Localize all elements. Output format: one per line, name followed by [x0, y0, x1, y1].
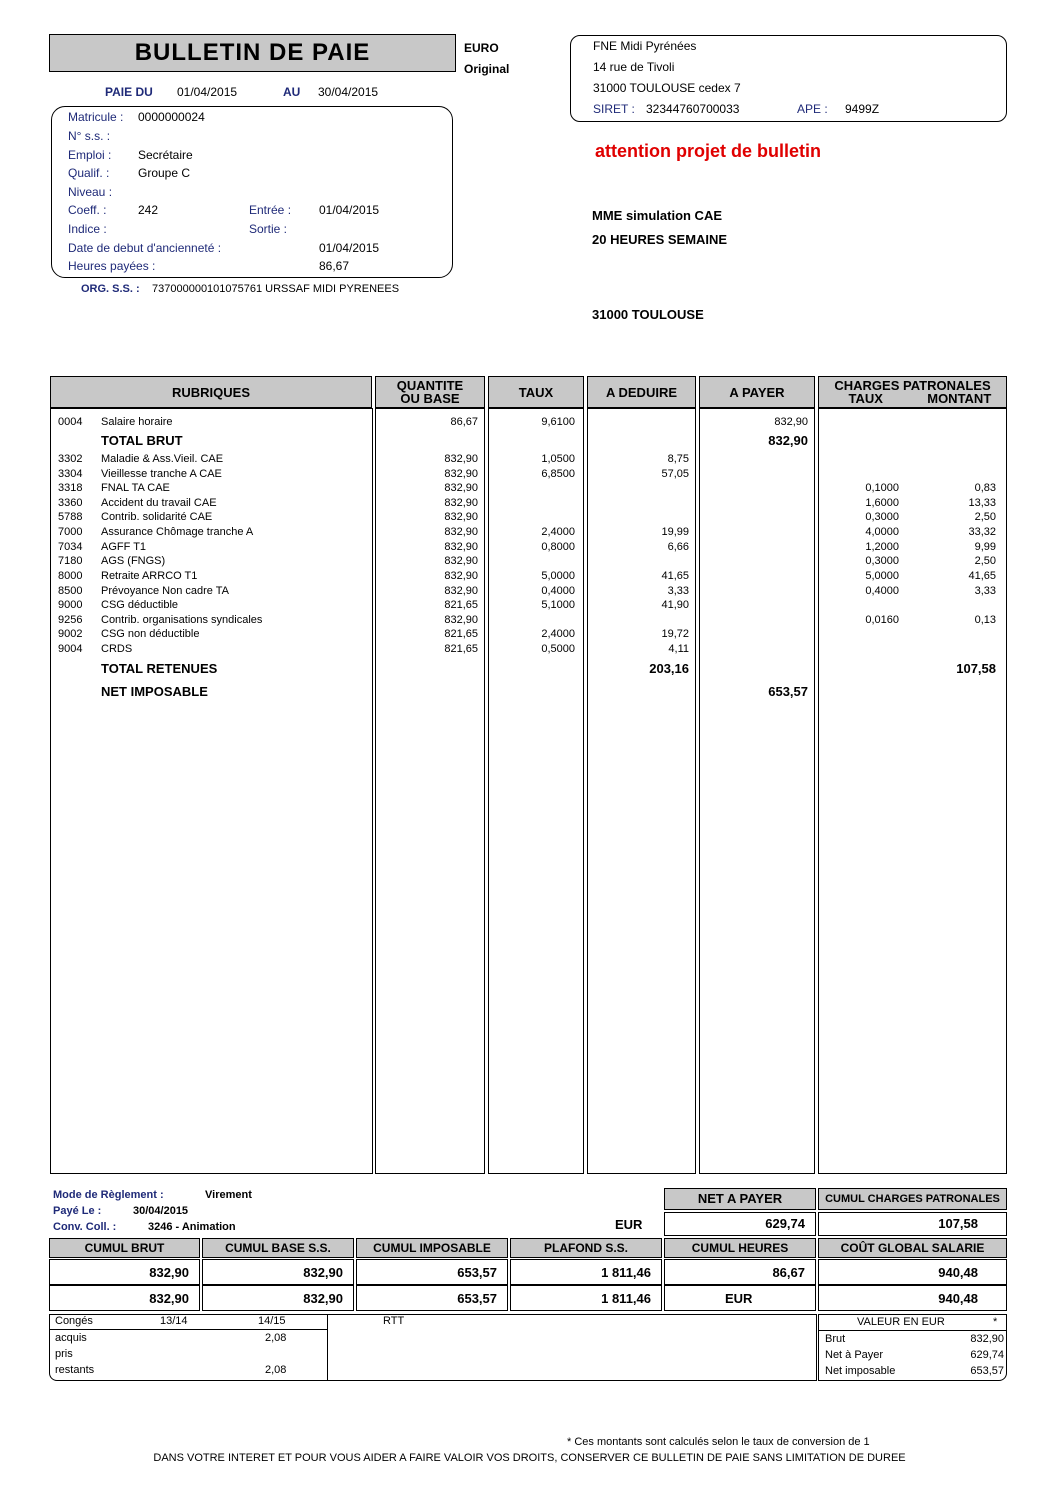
row-label: FNAL TA CAE	[101, 482, 170, 494]
copy-label: Original	[464, 62, 510, 76]
row-taux: 0,4000	[541, 585, 575, 597]
row-label: TOTAL BRUT	[101, 433, 183, 448]
row-deduire: 6,66	[667, 541, 689, 553]
employee-city: 31000 TOULOUSE	[592, 307, 704, 322]
row-code: 3360	[58, 497, 83, 509]
header-quantite-line1: QUANTITE	[396, 378, 464, 393]
row-code: 7034	[58, 541, 83, 553]
row-payer	[700, 569, 808, 584]
row-charges-taux: 0,3000	[865, 511, 899, 523]
row-code: 3304	[58, 468, 83, 480]
row-deduire: 4,11	[668, 643, 689, 655]
anciennete-value: 01/04/2015	[319, 241, 380, 255]
draft-warning: attention projet de bulletin	[595, 141, 821, 161]
conges-year2: 14/15	[258, 1315, 286, 1327]
row-payer: 832,90	[768, 433, 808, 448]
row-label: Vieillesse tranche A CAE	[101, 468, 222, 480]
coeff-label: Coeff. :	[68, 203, 107, 217]
row-charges-taux: 4,0000	[865, 526, 899, 538]
cumul-imposable-value-1: 653,57	[356, 1259, 508, 1285]
row-base	[376, 684, 478, 699]
cumul-heures-header: CUMUL HEURES	[664, 1238, 816, 1258]
row-code: 7180	[58, 555, 83, 567]
header-deduire: A DEDUIRE	[587, 376, 696, 408]
row-label: Prévoyance Non cadre TA	[101, 585, 229, 597]
row-label: CRDS	[101, 643, 133, 655]
rtt-label: RTT	[383, 1315, 405, 1327]
row-charges-montant	[900, 684, 996, 699]
period-end: 30/04/2015	[318, 85, 379, 99]
row-taux: 5,0000	[541, 570, 575, 582]
cout-global-value-1: 940,48	[818, 1259, 1007, 1285]
valeur-net-label: Net à Payer	[825, 1349, 884, 1361]
mode-value: Virement	[205, 1189, 252, 1201]
row-payer	[700, 481, 808, 496]
row-charges-taux	[819, 415, 899, 430]
net-a-payer-label: NET A PAYER	[664, 1188, 816, 1210]
row-payer: 653,57	[768, 684, 808, 699]
row-charges-montant: 107,58	[956, 661, 996, 676]
valeur-box	[818, 1314, 1007, 1381]
row-taux: 1,0500	[541, 453, 575, 465]
header-charges-line2	[819, 392, 1006, 405]
row-deduire: 41,90	[661, 599, 689, 611]
row-charges-taux	[819, 627, 899, 642]
row-base: 832,90	[444, 453, 478, 465]
row-deduire: 203,16	[649, 661, 689, 676]
period-start: 01/04/2015	[177, 85, 238, 99]
row-charges-taux	[819, 452, 899, 467]
qualif-label: Qualif. :	[68, 166, 110, 180]
cumul-heures-value-1: 86,67	[664, 1259, 816, 1285]
employer-box	[570, 35, 1007, 122]
row-charges-montant: 0,13	[974, 614, 996, 626]
row-charges-montant: 41,65	[968, 570, 996, 582]
ape-value: 9499Z	[845, 102, 880, 116]
employee-line2: 20 HEURES SEMAINE	[592, 232, 728, 247]
eur-label: EUR	[615, 1217, 643, 1232]
row-deduire	[588, 613, 689, 628]
ape-label: APE :	[797, 102, 828, 116]
row-taux: 2,4000	[541, 526, 575, 538]
coeff-value: 242	[138, 203, 159, 217]
row-deduire: 3,33	[667, 585, 689, 597]
row-base: 832,90	[444, 511, 478, 523]
cumul-base-ss-value-2: 832,90	[202, 1285, 354, 1311]
employer-city: 31000 TOULOUSE cedex 7	[593, 81, 741, 95]
conservation-notice: DANS VOTRE INTERET ET POUR VOUS AIDER A FAIRE VALOIR VOS DROITS, CONSERVER CE BULLETIN DE PAIE SANS LIMITATION DE DUREE	[153, 1452, 906, 1464]
row-payer	[700, 452, 808, 467]
employer-street: 14 rue de Tivoli	[593, 60, 675, 74]
row-code: 0004	[58, 416, 83, 428]
cumul-brut-header: CUMUL BRUT	[49, 1238, 200, 1258]
row-payer	[700, 467, 808, 482]
conges-restants-label: restants	[55, 1364, 95, 1376]
row-code: 8000	[58, 570, 83, 582]
row-payer	[700, 661, 808, 676]
row-taux: 2,4000	[541, 628, 575, 640]
matricule-label: Matricule :	[68, 110, 124, 124]
cumul-brut-value-2: 832,90	[49, 1285, 200, 1311]
net-a-payer-value: 629,74	[664, 1212, 816, 1236]
conv-label: Conv. Coll. :	[53, 1221, 117, 1233]
row-deduire	[588, 510, 689, 525]
payslip-title: BULLETIN DE PAIE	[49, 34, 456, 72]
row-base: 821,65	[444, 599, 478, 611]
valeur-label: VALEUR EN EUR	[857, 1316, 945, 1328]
heures-value: 86,67	[319, 259, 350, 273]
currency-label: EURO	[464, 41, 499, 55]
row-base: 821,65	[444, 628, 478, 640]
row-label: AGFF T1	[101, 541, 147, 553]
header-charges	[818, 376, 1007, 408]
entree-label: Entrée :	[249, 203, 292, 217]
row-charges-taux	[819, 433, 899, 448]
row-deduire	[588, 481, 689, 496]
row-base: 832,90	[444, 482, 478, 494]
row-payer	[700, 525, 808, 540]
niveau-label: Niveau :	[68, 185, 113, 199]
row-base: 821,65	[444, 643, 478, 655]
row-base: 832,90	[444, 555, 478, 567]
row-taux	[489, 613, 575, 628]
row-label: Assurance Chômage tranche A	[101, 526, 254, 538]
row-base: 832,90	[444, 614, 478, 626]
row-payer	[700, 598, 808, 613]
plafond-ss-header: PLAFOND S.S.	[510, 1238, 662, 1258]
row-label: TOTAL RETENUES	[101, 661, 218, 676]
valeur-star: *	[993, 1316, 998, 1328]
row-deduire	[588, 496, 689, 511]
qualif-value: Groupe C	[138, 166, 191, 180]
row-deduire	[588, 433, 689, 448]
row-charges-taux	[819, 661, 899, 676]
row-taux	[489, 684, 575, 699]
row-charges-taux: 1,6000	[865, 497, 899, 509]
row-charges-taux: 0,4000	[865, 585, 899, 597]
row-payer: 832,90	[774, 416, 808, 428]
row-charges-taux	[819, 598, 899, 613]
row-charges-montant	[900, 415, 996, 430]
row-code: 5788	[58, 511, 83, 523]
row-label: Maladie & Ass.Vieil. CAE	[101, 453, 224, 465]
row-charges-taux	[819, 684, 899, 699]
row-charges-taux: 1,2000	[865, 541, 899, 553]
row-taux: 6,8500	[541, 468, 575, 480]
cumul-base-ss-value-1: 832,90	[202, 1259, 354, 1285]
row-code: 7000	[58, 526, 83, 538]
cout-global-header: COÛT GLOBAL SALARIE	[818, 1238, 1007, 1258]
row-base: 832,90	[444, 526, 478, 538]
cumul-imposable-header: CUMUL IMPOSABLE	[356, 1238, 508, 1258]
header-charges-taux: TAUX	[848, 391, 883, 406]
cumul-charges-label: CUMUL CHARGES PATRONALES	[818, 1188, 1007, 1210]
heures-label: Heures payées :	[68, 259, 156, 273]
row-deduire: 19,72	[661, 628, 689, 640]
cumul-base-ss-header: CUMUL BASE S.S.	[202, 1238, 354, 1258]
conversion-note: * Ces montants sont calculés selon le taux de conversion de 1	[567, 1436, 870, 1448]
employer-name: FNE Midi Pyrénées	[593, 39, 697, 53]
row-label: NET IMPOSABLE	[101, 684, 208, 699]
row-payer	[700, 627, 808, 642]
row-deduire: 41,65	[661, 570, 689, 582]
matricule-value: 0000000024	[138, 110, 205, 124]
emploi-value: Secrétaire	[138, 148, 193, 162]
row-charges-montant: 2,50	[974, 555, 996, 567]
row-taux	[489, 481, 575, 496]
row-deduire: 8,75	[667, 453, 689, 465]
siret-value: 32344760700033	[646, 102, 740, 116]
header-payer: A PAYER	[699, 376, 815, 408]
row-base: 832,90	[444, 541, 478, 553]
row-charges-montant: 2,50	[974, 511, 996, 523]
row-base: 86,67	[450, 416, 478, 428]
valeur-imp-label: Net imposable	[825, 1365, 896, 1377]
row-deduire: 19,99	[661, 526, 689, 538]
row-payer	[700, 510, 808, 525]
row-charges-montant	[900, 642, 996, 657]
row-code: 9002	[58, 628, 83, 640]
siret-label: SIRET :	[593, 102, 635, 116]
row-code: 8500	[58, 585, 83, 597]
row-base: 832,90	[444, 497, 478, 509]
valeur-brut-value: 832,90	[970, 1333, 1004, 1345]
row-deduire	[588, 554, 689, 569]
cumul-heures-value-2: EUR	[664, 1285, 816, 1311]
org-value: 737000000101075761 URSSAF MIDI PYRENEES	[152, 283, 400, 295]
row-charges-taux	[819, 467, 899, 482]
row-base: 832,90	[444, 570, 478, 582]
header-taux: TAUX	[488, 376, 584, 408]
row-base	[376, 661, 478, 676]
row-charges-montant	[900, 467, 996, 482]
header-quantite-line2: OU BASE	[400, 391, 460, 406]
row-deduire: 57,05	[661, 468, 689, 480]
row-charges-montant	[900, 433, 996, 448]
mode-label: Mode de Règlement :	[53, 1189, 164, 1201]
sortie-label: Sortie :	[249, 222, 288, 236]
valeur-net-value: 629,74	[970, 1349, 1004, 1361]
row-label: Accident du travail CAE	[101, 497, 217, 509]
period-label: PAIE DU	[105, 85, 153, 99]
row-code: 9000	[58, 599, 83, 611]
org-label: ORG. S.S. :	[81, 283, 140, 295]
row-charges-taux: 0,1000	[865, 482, 899, 494]
row-deduire	[588, 684, 689, 699]
row-charges-taux	[819, 642, 899, 657]
row-charges-montant	[900, 598, 996, 613]
row-payer	[700, 584, 808, 599]
row-code: 9256	[58, 614, 83, 626]
row-taux: 0,5000	[541, 643, 575, 655]
row-taux: 0,8000	[541, 541, 575, 553]
row-code: 3318	[58, 482, 83, 494]
cumul-imposable-value-2: 653,57	[356, 1285, 508, 1311]
paye-value: 30/04/2015	[133, 1205, 189, 1217]
valeur-imp-value: 653,57	[970, 1365, 1004, 1377]
row-payer	[700, 613, 808, 628]
entree-value: 01/04/2015	[319, 203, 380, 217]
conges-acquis-label: acquis	[55, 1332, 87, 1344]
row-base: 832,90	[444, 585, 478, 597]
row-charges-montant	[900, 627, 996, 642]
emploi-label: Emploi :	[68, 148, 112, 162]
row-taux	[489, 496, 575, 511]
row-taux: 9,6100	[541, 416, 575, 428]
row-label: Contrib. organisations syndicales	[101, 614, 263, 626]
row-charges-montant: 33,32	[968, 526, 996, 538]
header-charges-line1: CHARGES PATRONALES	[834, 378, 991, 393]
employee-name: MME simulation CAE	[592, 208, 723, 223]
row-payer	[700, 554, 808, 569]
row-charges-montant	[900, 452, 996, 467]
conges-year1: 13/14	[160, 1315, 188, 1327]
valeur-brut-label: Brut	[825, 1333, 846, 1345]
anciennete-label: Date de debut d'ancienneté :	[68, 241, 222, 255]
conges-divider	[50, 1329, 327, 1330]
row-label: CSG déductible	[101, 599, 179, 611]
cumul-charges-value: 107,58	[818, 1212, 1007, 1236]
row-label: AGS (FNGS)	[101, 555, 166, 567]
conges-restants-value: 2,08	[265, 1364, 287, 1376]
paye-label: Payé Le :	[53, 1205, 102, 1217]
cumul-brut-value-1: 832,90	[49, 1259, 200, 1285]
cout-global-value-2: 940,48	[818, 1285, 1007, 1311]
row-deduire	[588, 415, 689, 430]
header-quantite	[375, 376, 485, 408]
row-label: Retraite ARRCO T1	[101, 570, 198, 582]
conges-acquis-value: 2,08	[265, 1332, 287, 1344]
row-taux	[489, 661, 575, 676]
row-label: CSG non déductible	[101, 628, 200, 640]
valeur-divider	[819, 1330, 1006, 1331]
row-payer	[700, 496, 808, 511]
ss-label: N° s.s. :	[68, 129, 111, 143]
row-charges-montant: 9,99	[974, 541, 996, 553]
row-code: 9004	[58, 643, 83, 655]
conges-pris-label: pris	[55, 1348, 73, 1360]
header-rubriques: RUBRIQUES	[50, 376, 372, 408]
row-taux	[489, 510, 575, 525]
row-code: 3302	[58, 453, 83, 465]
row-label: Contrib. solidarité CAE	[101, 511, 213, 523]
row-payer	[700, 642, 808, 657]
row-charges-taux: 0,0160	[865, 614, 899, 626]
row-taux	[489, 433, 575, 448]
row-charges-montant: 0,83	[974, 482, 996, 494]
row-charges-montant: 13,33	[968, 497, 996, 509]
row-taux: 5,1000	[541, 599, 575, 611]
row-charges-montant: 3,33	[974, 585, 996, 597]
row-payer	[700, 540, 808, 555]
row-base	[376, 433, 478, 448]
row-label: Salaire horaire	[101, 416, 173, 428]
row-charges-taux: 5,0000	[865, 570, 899, 582]
indice-label: Indice :	[68, 222, 107, 236]
conges-label: Congés	[55, 1315, 93, 1327]
header-charges-montant: MONTANT	[927, 391, 992, 406]
conv-value: 3246 - Animation	[148, 1221, 236, 1233]
row-charges-taux: 0,3000	[865, 555, 899, 567]
plafond-ss-value-2: 1 811,46	[510, 1285, 662, 1311]
row-base: 832,90	[444, 468, 478, 480]
row-taux	[489, 554, 575, 569]
plafond-ss-value-1: 1 811,46	[510, 1259, 662, 1285]
period-to-label: AU	[283, 85, 301, 99]
